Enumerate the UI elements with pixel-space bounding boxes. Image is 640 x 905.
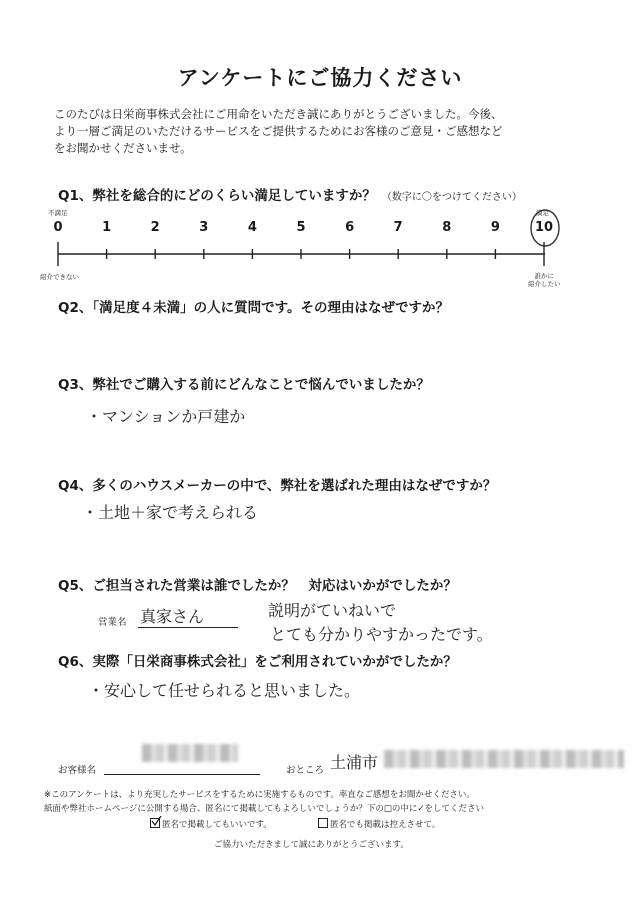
sales-name-label: 営業名 <box>98 617 127 628</box>
scale-number-7[interactable]: 7 <box>393 220 403 235</box>
checkbox-decline[interactable] <box>318 818 328 828</box>
intro-line-3: をお聞かせくださいませ。 <box>54 141 192 155</box>
question-5-answer-line-1: 説明がていねいで <box>268 601 397 620</box>
scale-number-3[interactable]: 3 <box>199 220 209 235</box>
question-4-text: Q4、多くのハウスメーカーの中で、弊社を選ばれた理由はなぜですか？ <box>58 478 497 494</box>
question-4-answer: ・土地＋家で考えられる <box>82 503 259 522</box>
sales-name-value: 真家さん <box>140 607 205 626</box>
scale-number-9[interactable]: 9 <box>490 220 500 235</box>
customer-name-underline <box>104 774 260 775</box>
question-2-text: Q2、「満足度４未満」の人に質問です。その理由はなぜですか？ <box>58 300 450 316</box>
scale-right-bottom-label <box>528 272 561 288</box>
scale-right-bottom-line-1: 誰かに <box>534 272 554 280</box>
question-5-answer-line-2: とても分かりやすかったです。 <box>270 625 493 644</box>
customer-name-label: お客様名 <box>58 765 97 776</box>
address-value: 土浦市 <box>330 753 379 772</box>
survey-title: アンケートにご協力ください <box>177 66 463 90</box>
customer-name-redacted <box>142 744 238 762</box>
question-6-answer: ・安心して任せられると思いました。 <box>88 681 361 700</box>
option-decline-label: 匿名でも掲載は控えさせて。 <box>330 820 441 830</box>
address-redacted <box>384 750 624 768</box>
question-5-text: Q5、ご担当された営業は誰でしたか？ 対応はいかがでしたか？ <box>58 578 457 594</box>
scale-right-bottom-line-2: 紹介したい <box>528 280 561 288</box>
question-1-text: Q1、弊社を総合的にどのくらい満足していますか？ <box>58 188 376 204</box>
scale-number-4[interactable]: 4 <box>247 220 257 235</box>
scale-number-0[interactable]: 0 <box>53 220 63 235</box>
footer-note-1: ※このアンケートは、より充実したサービスをするために実施するものです。率直なご感想をお聞かせください。 <box>44 790 475 800</box>
question-1-hint: （数字に〇をつけてください） <box>381 192 522 203</box>
question-6-text: Q6、実際「日栄商事株式会社」をご利用されていかがでしたか？ <box>58 654 457 670</box>
option-anonymous[interactable] <box>150 818 272 830</box>
question-3-text: Q3、弊社でご購入する前にどんなことで悩んでいましたか？ <box>58 377 430 393</box>
intro-line-2: より一層ご満足のいただけるサービスをご提供するためにお客様のご意見・ご感想など <box>54 124 503 138</box>
scale-number-1[interactable]: 1 <box>102 220 112 235</box>
footer-thanks: ご協力いただきまして誠にありがとうございます。 <box>214 840 409 850</box>
scale-right-top-label: 満足 <box>536 209 549 217</box>
question-3-answer: ・マンションか戸建か <box>86 407 246 426</box>
footer-note-2: 紙面や弊社ホームページに公開する場合、匿名にて掲載してもよろしいでしょうか？下の□の中に✓をしてください <box>44 804 484 814</box>
scale-number-6[interactable]: 6 <box>345 220 355 235</box>
scale-number-5[interactable]: 5 <box>296 220 306 235</box>
option-anonymous-label: 匿名で掲載してもいいです。 <box>162 820 272 830</box>
address-label: おところ <box>286 765 325 776</box>
selected-score-circle <box>531 210 559 246</box>
scale-left-bottom-label: 紹介できない <box>40 273 79 281</box>
intro-line-1: このたびは日栄商事株式会社にご用命をいただき誠にありがとうございました。今後、 <box>54 107 503 121</box>
sales-name-underline <box>138 627 238 628</box>
checkbox-anonymous[interactable] <box>150 818 160 828</box>
scale-number-2[interactable]: 2 <box>150 220 160 235</box>
scale-number-10[interactable]: 10 <box>534 220 554 235</box>
checkmark-icon <box>151 816 162 827</box>
scale-left-top-label: 不満足 <box>48 209 68 217</box>
option-decline[interactable] <box>318 818 440 830</box>
scale-number-8[interactable]: 8 <box>442 220 452 235</box>
